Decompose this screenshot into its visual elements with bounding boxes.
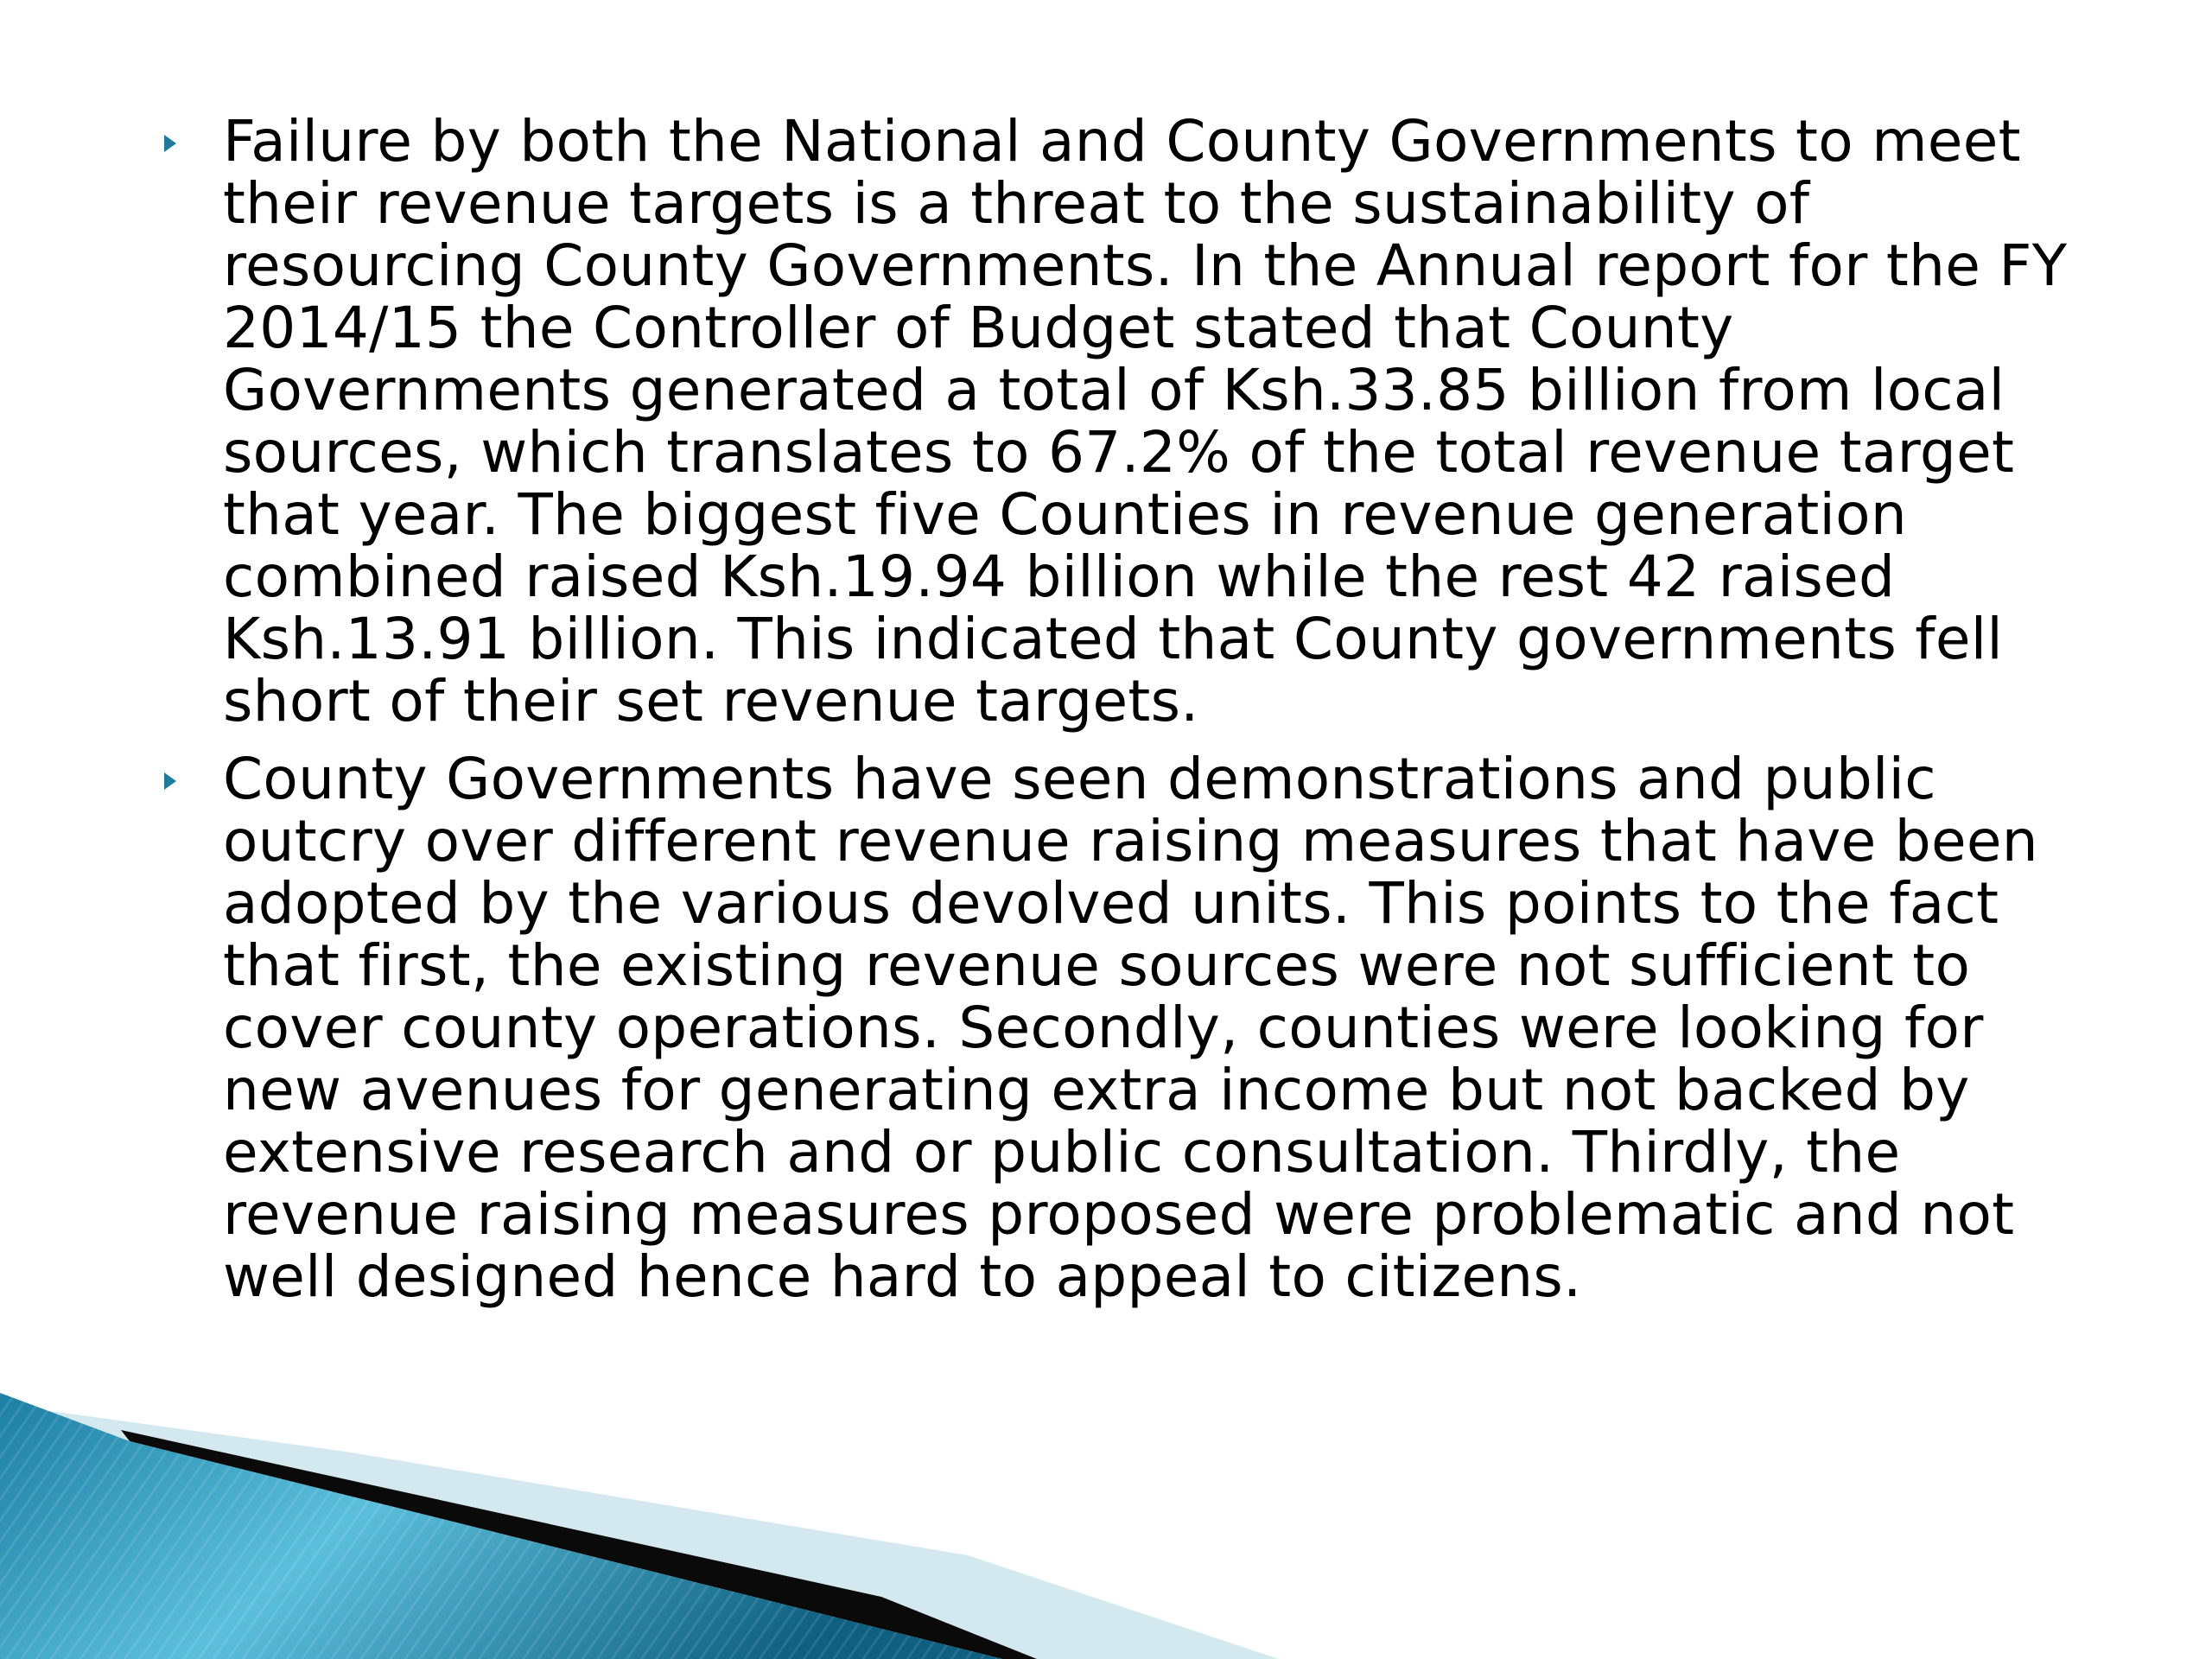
slide-content xyxy=(164,108,2117,1324)
blue-wedge xyxy=(0,1393,1002,1659)
bullet-item xyxy=(164,108,2117,734)
triangle-right-icon xyxy=(164,772,176,790)
bullet-item xyxy=(164,748,2117,1308)
light-blue-sweep xyxy=(0,1404,1279,1659)
bullet-text: Failure by both the National and County Governments to meet their revenue targets is a threat to the sustainability of resourcing County Governments. In the Annual report for the FY 2014/15 the Controller of Budget stated that County Governments generated a total of Ksh.33.85 billion from local sources, which translates to 67.2% of the total revenue target that year. The biggest five Counties in revenue generation combined raised Ksh.19.94 billion while the rest 42 raised Ksh.13.91 billion. This indicated that County governments fell short of their set revenue targets. xyxy=(223,108,2068,734)
bullet-list xyxy=(164,108,2117,1310)
triangle-right-icon xyxy=(164,135,176,152)
black-wedge xyxy=(121,1430,1037,1659)
bullet-text: County Governments have seen demonstrations and public outcry over different revenue raising measures that have been adopted by the various devolved units. This points to the fact that first, the existing revenue sources were not sufficient to cover county operations. Secondly, counties were looking for new avenues for generating extra income but not backed by extensive research and or public consultation. Thirdly, the revenue raising measures proposed were problematic and not well designed hence hard to appeal to citizens. xyxy=(223,746,2038,1310)
